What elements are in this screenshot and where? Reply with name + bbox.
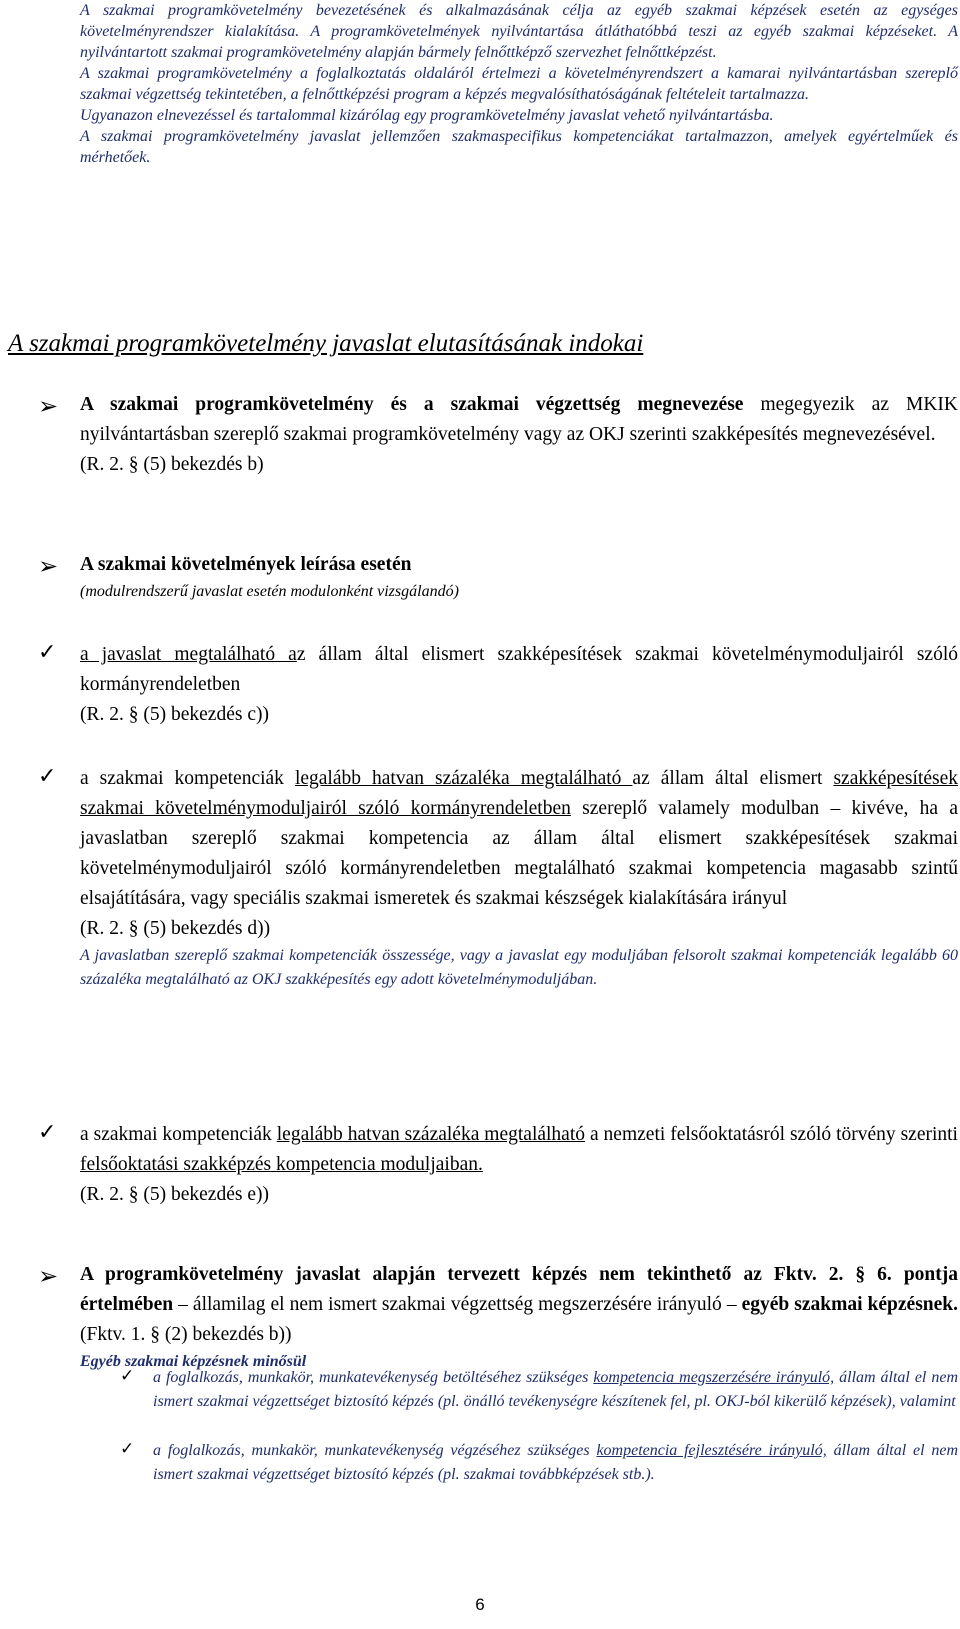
criterion-2-underlined-2: szakképesítések szakmai követelménymoduljairól szóló kormányrendeletben: [80, 768, 959, 819]
name-match-bold: A szakmai programkövetelmény és a szakmai végzettség megnevezése: [80, 394, 744, 415]
checkmark-icon: ✓: [38, 640, 57, 665]
item-1-text-1: a foglalkozás, munkakör, munkatevékenység betöltéséhez szükséges: [153, 1369, 594, 1386]
intro-text: [80, 0, 958, 168]
criterion-3-text-2: a nemzeti felsőoktatásról szóló törvény szerinti: [585, 1124, 958, 1145]
item-1-text-2: állam által el nem ismert szakmai végzettséget biztosító képzés (pl. önálló tevékenységre készítenek fel, pl. OKJ-ból kikerülő képzések), valamint: [153, 1369, 958, 1410]
criterion-1-reference: (R. 2. § (5) bekezdés c)): [80, 704, 269, 725]
arrow-bullet-icon: ➢: [38, 552, 59, 580]
other-training-bold-2: egyéb szakmai képzésnek.: [741, 1294, 958, 1315]
criterion-2-text-3: szereplő valamely modulban – kivéve, ha a javaslatban szereplő szakmai kompetencia az állam által elismert szakképesítések szakmai követelménymoduljairól szóló kormányrendeletben megtalálható szakmai kompetencia magasabb szintű elsajátítására, vagy speciális szakmai ismeretek és szakmai készségek kialakítására irányul: [80, 798, 958, 909]
other-training-text-1: – államilag el nem ismert szakmai végzettség megszerzésére irányuló –: [173, 1294, 742, 1315]
requirements-title: A szakmai követelmények leírása esetén: [80, 554, 412, 575]
name-match-reference: (R. 2. § (5) bekezdés b): [80, 454, 264, 475]
criterion-3-reference: (R. 2. § (5) bekezdés e)): [80, 1184, 269, 1205]
criterion-2-reference: (R. 2. § (5) bekezdés d)): [80, 918, 271, 939]
other-training-bold-1: A programkövetelmény javaslat alapján tervezett képzés nem tekinthető az Fktv. 2. § 6. pontja értelmében: [80, 1264, 958, 1315]
checkmark-icon: ✓: [120, 1439, 135, 1459]
criterion-1-underlined: a javaslat megtalálható a: [80, 644, 297, 665]
criterion-3-text-1: a szakmai kompetenciák: [80, 1124, 277, 1145]
other-training-item-2: [153, 1439, 958, 1487]
item-1-underlined: kompetencia megszerzésére irányuló,: [593, 1369, 835, 1386]
criterion-2-text-1: a szakmai kompetenciák: [80, 768, 295, 789]
arrow-bullet-icon: ➢: [38, 1262, 59, 1290]
item-2-text-1: a foglalkozás, munkakör, munkatevékenység végzéséhez szükséges: [153, 1442, 597, 1459]
page-number: 6: [475, 1595, 485, 1614]
checkmark-icon: ✓: [38, 1120, 57, 1145]
checkmark-icon: ✓: [38, 764, 57, 789]
checkmark-icon: ✓: [120, 1366, 135, 1386]
section-heading: A szakmai programkövetelmény javaslat elutasításának indokai: [8, 330, 644, 357]
item-2-underlined: kompetencia fejlesztésére irányuló,: [596, 1442, 827, 1459]
intro-paragraph-4: A szakmai programkövetelmény javaslat jellemzően szakmaspecifikus kompetenciákat tartalmazzon, amelyek egyértelműek és mérhetőek.: [80, 128, 958, 166]
intro-paragraph-3: Ugyanazon elnevezéssel és tartalommal kizárólag egy programkövetelmény javaslat vehető nyilvántartásba.: [80, 107, 774, 124]
criterion-sixty-percent-decree: [80, 764, 958, 992]
requirements-section: [80, 550, 958, 604]
other-training-item-1: [153, 1366, 958, 1414]
criterion-2-note: A javaslatban szereplő szakmai kompetenciák összessége, vagy a javaslat egy moduljában felsorolt szakmai kompetenciák legalább 60 százaléka megtalálható az OKJ szakképesítés egy adott követelménymoduljában.: [80, 947, 958, 988]
intro-paragraph-2: A szakmai programkövetelmény a foglalkoztatás oldaláról értelmezi a követelményrendszert a kamarai nyilvántartásban szereplő szakmai végzettség tekintetében, a felnőttképzési program a képzés megvalósíthatóságának feltételeit tartalmazza.: [80, 65, 958, 103]
intro-paragraph-1: A szakmai programkövetelmény bevezetésének és alkalmazásának célja az egyéb szakmai képzések esetén az egységes követelményrendszer kialakítása. A programkövetelmények nyilvántartása átláthatóbbá teszi az egyéb szakmai képzéseket. A nyilvántartott szakmai programkövetelmény alapján bármely felnőttképző szervezhet felnőttképzést.: [80, 2, 958, 61]
arrow-bullet-icon: ➢: [38, 392, 59, 420]
name-match-reason: [80, 390, 958, 480]
name-match-text: megegyezik az MKIK nyilvántartásban szereplő szakmai programkövetelmény vagy az OKJ szerinti szakképesítés megnevezésével.: [80, 394, 959, 445]
criterion-1-text: z állam által elismert szakképesítések szakmai követelménymoduljairól szóló kormányrendeletben: [80, 644, 958, 695]
other-training-reason: [80, 1260, 958, 1374]
criterion-government-decree: [80, 640, 958, 730]
item-2-text-2: állam által el nem ismert szakmai végzettséget biztosító képzés (pl. szakmai továbbképzések stb.).: [153, 1442, 958, 1483]
other-training-text-2: (Fktv. 1. § (2) bekezdés b)): [80, 1324, 292, 1345]
criterion-3-underlined-1: legalább hatvan százaléka megtalálható: [276, 1124, 586, 1145]
criterion-higher-education: [80, 1120, 958, 1210]
criterion-3-underlined-2: felsőoktatási szakképzés kompetencia moduljaiban.: [80, 1154, 483, 1175]
criterion-2-underlined-1: legalább hatvan százaléka megtalálható: [294, 768, 633, 789]
other-training-subhead: Egyéb szakmai képzésnek minősül: [80, 1353, 307, 1370]
criterion-2-text-2: az állam által elismert: [632, 768, 834, 789]
requirements-note: (modulrendszerű javaslat esetén modulonként vizsgálandó): [80, 583, 459, 600]
